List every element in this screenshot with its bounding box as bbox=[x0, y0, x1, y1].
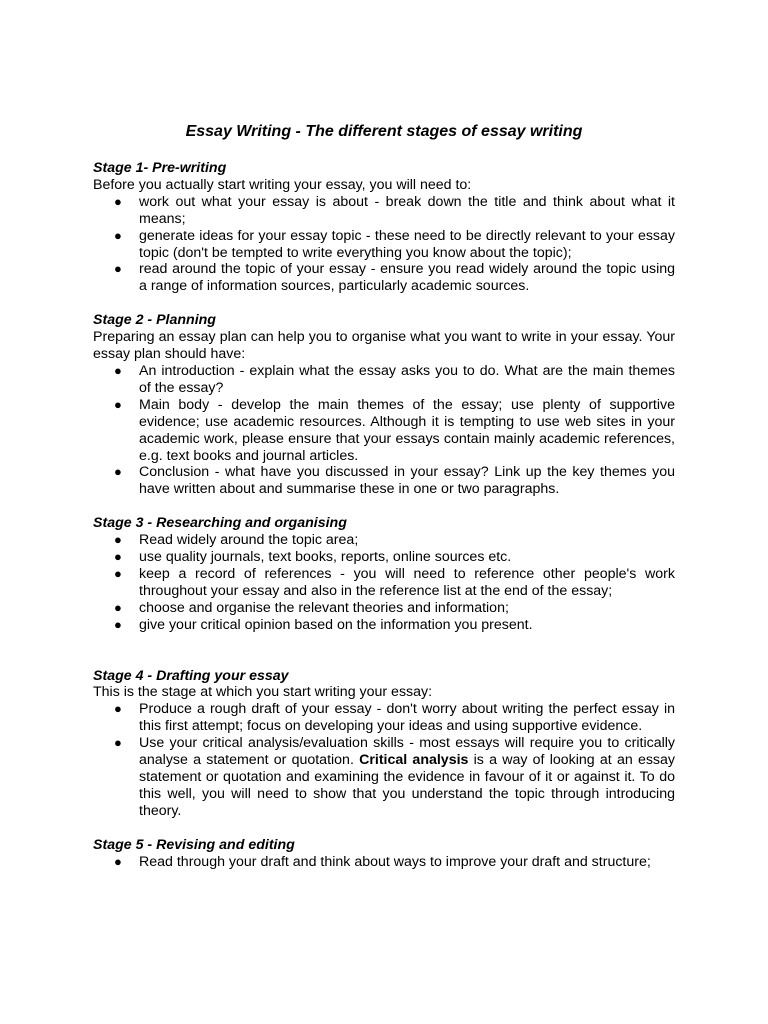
bullet-icon: ● bbox=[114, 616, 122, 632]
stage-5-heading: Stage 5 - Revising and editing bbox=[93, 836, 295, 853]
document-title: Essay Writing - The different stages of essay writing bbox=[185, 123, 583, 140]
list-item: ● read around the topic of your essay - ensure you read widely around the topic using a range of information sources, particularly academic sources. bbox=[114, 261, 675, 295]
stage-2-intro: Preparing an essay plan can help you to organise what you want to write in your essay. Your essay plan should have: bbox=[93, 329, 675, 363]
stage-3-heading: Stage 3 - Researching and organising bbox=[93, 515, 347, 532]
list-item: ● Main body - develop the main themes of the essay; use plenty of supportive evidence; use academic resources. Although it is tempting to use web sites in your academic work, please ensure that your essays contain mainly academic references, e.g. text books and journal articles. bbox=[114, 396, 675, 464]
stage-5-section bbox=[93, 837, 675, 871]
stage-2-list bbox=[93, 363, 675, 498]
bullet-icon: ● bbox=[114, 853, 122, 869]
bullet-icon: ● bbox=[114, 193, 122, 209]
stage-2-section bbox=[93, 312, 675, 498]
stage-1-list bbox=[93, 194, 675, 295]
stage-3-list bbox=[93, 532, 675, 633]
stage-5-list bbox=[93, 854, 675, 871]
spacer bbox=[93, 634, 675, 668]
stage-4-heading: Stage 4 - Drafting your essay bbox=[93, 667, 289, 684]
stage-1-heading: Stage 1- Pre-writing bbox=[93, 160, 227, 176]
stage-4-section bbox=[93, 668, 675, 820]
list-item: ● work out what your essay is about - break down the title and think about what it means; bbox=[114, 193, 675, 227]
bullet-icon: ● bbox=[114, 261, 122, 277]
bullet-icon: ● bbox=[114, 549, 122, 565]
bullet-icon: ● bbox=[114, 362, 122, 378]
stage-4-list bbox=[93, 701, 675, 819]
bullet-icon: ● bbox=[114, 532, 122, 548]
spacer bbox=[93, 498, 675, 515]
list-item: ● Read through your draft and think about ways to improve your draft and structure; bbox=[114, 853, 651, 870]
spacer bbox=[93, 820, 675, 837]
list-item: ● Use your critical analysis/evaluation skills - most essays will require you to critically analyse a statement or quotation. Critical analysis is a way of looking at an essay statement or quotation and examining the evidence in favour of it or against it. To do this well, you will need to show that you understand the topic through introducing theory. bbox=[114, 735, 676, 819]
list-item: ● Produce a rough draft of your essay - don't worry about writing the perfect essay in this first attempt; focus on developing your ideas and using supportive evidence. bbox=[114, 701, 675, 735]
bullet-icon: ● bbox=[114, 396, 122, 412]
bullet-icon: ● bbox=[114, 599, 122, 615]
list-item: ● generate ideas for your essay topic - these need to be directly relevant to your essay topic (don't be tempted to write everything you know about the topic); bbox=[114, 227, 675, 261]
list-item: ● use quality journals, text books, reports, online sources etc. bbox=[114, 549, 512, 566]
bullet-icon: ● bbox=[114, 565, 122, 581]
bullet-icon: ● bbox=[114, 464, 122, 480]
stage-1-section bbox=[93, 160, 675, 295]
bullet-icon: ● bbox=[114, 227, 122, 243]
document-page bbox=[93, 122, 675, 871]
list-item: ● Conclusion - what have you discussed in your essay? Link up the key themes you have written about and summarise these in one or two paragraphs. bbox=[114, 464, 675, 498]
stage-1-intro: Before you actually start writing your essay, you will need to: bbox=[93, 176, 472, 193]
list-item: ● Read widely around the topic area; bbox=[114, 532, 359, 549]
list-item: ● keep a record of references - you will need to reference other people's work throughout your essay and also in the reference list at the end of the essay; bbox=[114, 565, 675, 599]
list-item: ● give your critical opinion based on the information you present. bbox=[114, 616, 533, 633]
bullet-icon: ● bbox=[114, 735, 122, 751]
stage-2-heading: Stage 2 - Planning bbox=[93, 312, 216, 329]
critical-analysis-term: Critical analysis bbox=[359, 752, 469, 769]
spacer bbox=[93, 295, 675, 312]
list-item: ● choose and organise the relevant theories and information; bbox=[114, 599, 509, 616]
stage-3-section bbox=[93, 515, 675, 633]
stage-4-intro: This is the stage at which you start writing your essay: bbox=[93, 684, 433, 701]
list-item: ● An introduction - explain what the essay asks you to do. What are the main themes of the essay? bbox=[114, 362, 675, 396]
bullet-icon: ● bbox=[114, 701, 122, 717]
